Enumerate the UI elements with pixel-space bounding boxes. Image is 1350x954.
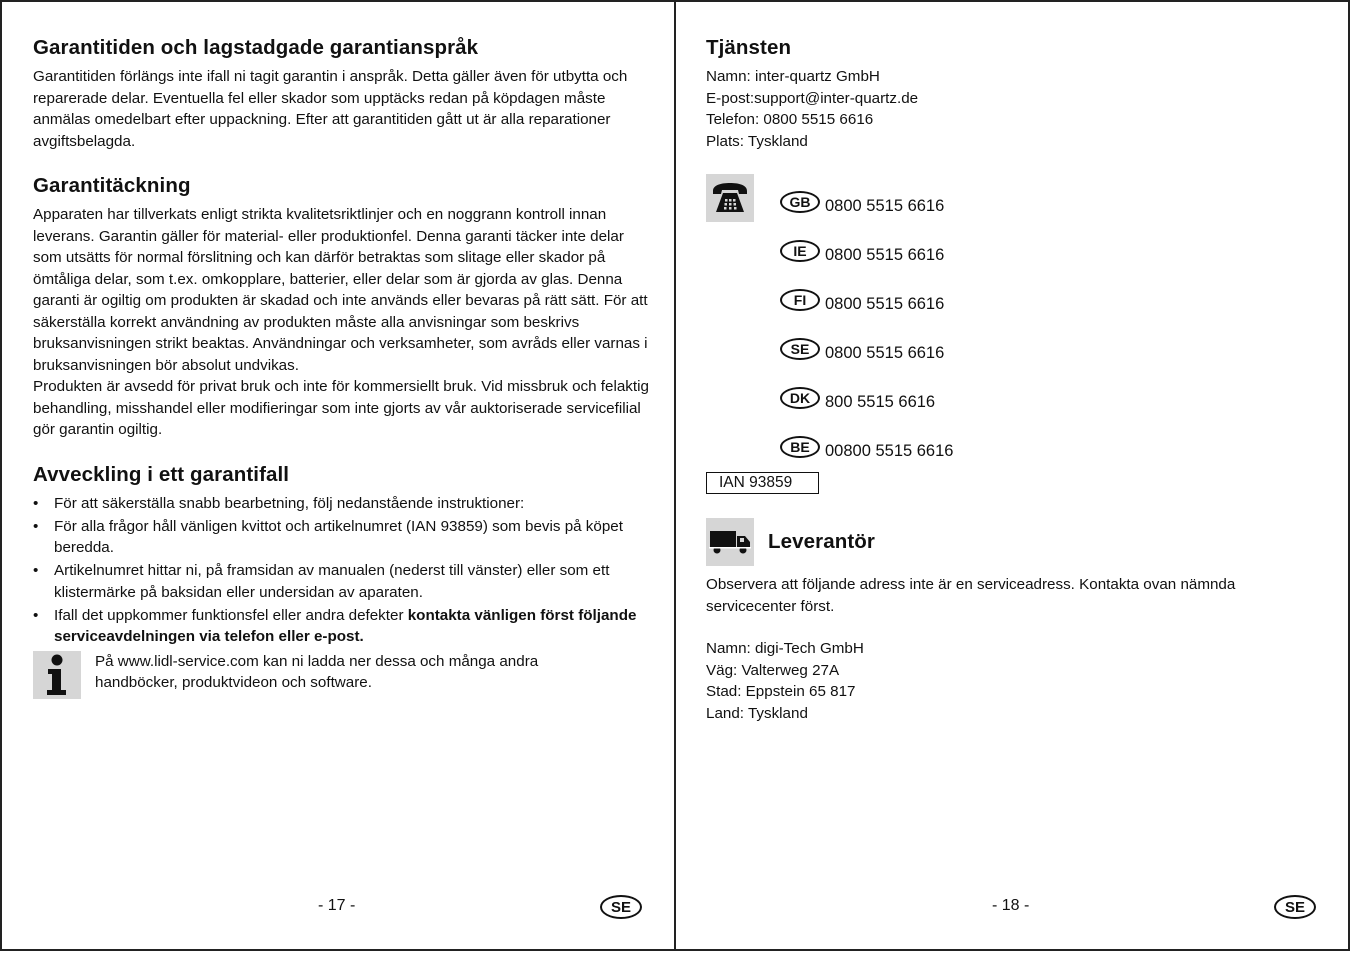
country-code-badge: DK: [780, 387, 820, 409]
service-phone: Telefon: 0800 5515 6616: [706, 111, 874, 128]
supplier-header: [706, 518, 1316, 566]
section-service: [706, 36, 1316, 152]
heading-warranty-claim: Avveckling i ett garantifall: [33, 462, 290, 486]
info-note: [33, 651, 649, 699]
hotline-number: 800 5515 6616: [825, 393, 936, 411]
list-item: • För alla frågor håll vänligen kvittot och artikelnumret (IAN 93859) som bevis på köpet beredda.: [33, 516, 649, 559]
supplier-street: Väg: Valterweg 27A: [706, 661, 840, 679]
info-icon: [33, 651, 81, 699]
hotline-row: [780, 427, 953, 476]
hotline-block: [706, 174, 1316, 474]
claim-instructions-list: [33, 493, 649, 648]
country-code-badge: FI: [780, 289, 820, 311]
telephone-icon: [706, 174, 754, 222]
section-warranty-period: [33, 36, 649, 152]
list-item: [33, 605, 649, 648]
hotline-number: 00800 5515 6616: [825, 442, 954, 460]
ian-box: IAN 93859: [706, 472, 819, 494]
supplier-note: Observera att följande adress inte är en serviceadress. Kontakta ovan nämnda servicecenter först.: [706, 576, 1236, 615]
heading-warranty-coverage: Garantitäckning: [33, 174, 191, 197]
list-item: • För att säkerställa snabb bearbetning, följ nedanstående instruktioner:: [33, 493, 649, 515]
country-badge: SE: [600, 895, 642, 919]
service-email: E-post:support@inter-quartz.de: [706, 89, 919, 107]
page-number: - 18 -: [992, 897, 1030, 914]
hotline-row: [780, 231, 953, 280]
info-text: På www.lidl-service.com kan ni ladda ner dessa och många andra handböcker, produktvideon och software.: [95, 652, 539, 691]
country-code-badge: GB: [780, 191, 820, 213]
supplier-name: Namn: digi-Tech GmbH: [706, 640, 864, 657]
heading-service: Tjänsten: [706, 36, 792, 59]
page-18: [674, 0, 1350, 951]
hotline-number: 0800 5515 6616: [825, 295, 945, 313]
page-number: - 17 -: [318, 897, 356, 914]
country-code-badge: IE: [780, 240, 820, 262]
warranty-coverage-text: Apparaten har tillverkats enligt strikta kvalitetsriktlinjer och en noggrann kontroll innan leverans. Garantin gäller för material- eller produktionfel. Denna garanti täcker inte delar som utsätts för normal förslitning och kan därför betraktas som slitage eller skador på ömtåliga delar, som t.ex. omkopplare, batterier, eller delar som är gjorda av glas. Denna garanti är ogiltig om produkten är skadad och inte används eller bevaras på rätt sätt. För att säkerställa korrekt användning av produkten måste alla anvisningar som beskrivs bruksanvisningen strikt beaktas. Användningar och verksamheter, som avråds eller varnas i bruksanvisningen bör absolut undvikas.: [33, 206, 648, 374]
hotline-row: [780, 378, 953, 427]
bullet-bold-text: kontakta vänligen först följande serviceavdelningen via telefon eller e-post.: [54, 606, 637, 645]
hotline-row: [780, 182, 953, 231]
section-warranty-coverage: [33, 174, 649, 441]
country-badge: SE: [1274, 895, 1316, 919]
list-item: • Artikelnumret hittar ni, på framsidan av manualen (nederst till vänster) eller som ett klistermärke på baksidan eller undersidan av aparaten.: [33, 560, 649, 603]
section-warranty-claim: [33, 463, 649, 699]
left-column: [33, 36, 649, 721]
hotline-number: 0800 5515 6616: [825, 344, 945, 362]
bullet-plain-text: Ifall det uppkommer funktionsfel eller andra defekter: [54, 606, 408, 624]
hotline-row: [780, 280, 953, 329]
warranty-period-text: Garantitiden förlängs inte ifall ni tagit garantin i anspråk. Detta gäller även för utbytta och reparerade delar. Eventuella fel eller skador som upptäcks redan på köpdagen måste anmälas omedelbart efter uppackning. Efter att garantitiden gått ut är alla reparationer avgiftsbelagda.: [33, 68, 628, 150]
country-code-badge: BE: [780, 436, 820, 458]
supplier-country: Land: Tyskland: [706, 704, 808, 722]
page-17: [0, 0, 675, 951]
truck-icon: [706, 518, 754, 566]
right-column: [706, 36, 1316, 724]
hotline-number: 0800 5515 6616: [825, 197, 945, 215]
heading-supplier: Leverantör: [768, 530, 875, 553]
service-location: Plats: Tyskland: [706, 132, 808, 150]
hotline-number: 0800 5515 6616: [825, 246, 945, 264]
hotline-list: [780, 182, 953, 476]
service-name: Namn: inter-quartz GmbH: [706, 68, 880, 85]
warranty-coverage-text-2: Produkten är avsedd för privat bruk och inte för kommersiellt bruk. Vid missbruk och felaktig behandling, misshandel eller modifieringar som inte gjorts av vår auktoriserade servicefilial gör garantin ogiltig.: [33, 378, 649, 438]
supplier-city: Stad: Eppstein 65 817: [706, 683, 856, 700]
heading-warranty-period: Garantitiden och lagstadgade garantianspråk: [33, 36, 479, 59]
hotline-row: [780, 329, 953, 378]
country-code-badge: SE: [780, 338, 820, 360]
